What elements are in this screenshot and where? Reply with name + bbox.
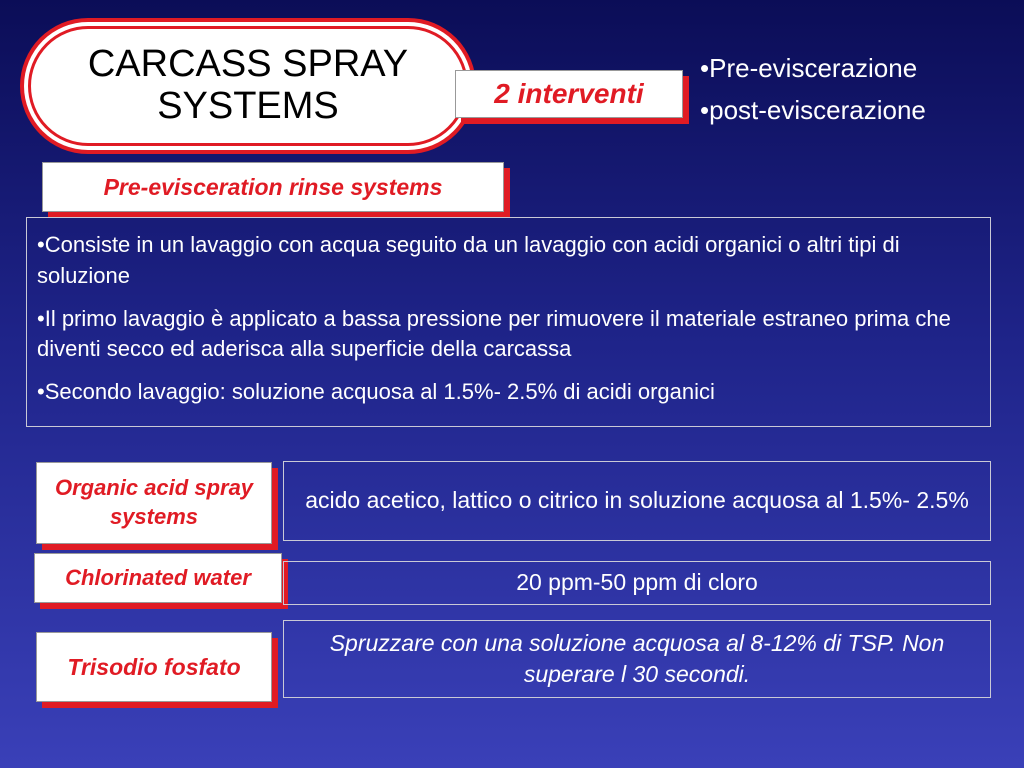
main-point-2: •Il primo lavaggio è applicato a bassa pressione per rimuovere il materiale estraneo prima che diventi secco ed aderisca alla superficie della carcassa — [37, 305, 951, 362]
system-label-text: Trisodio fosfato — [67, 653, 241, 680]
slide-title — [28, 26, 468, 146]
system-label-chlorinated-water — [34, 553, 282, 603]
system-value-organic-acid — [283, 461, 991, 541]
main-point-3: •Secondo lavaggio: soluzione acquosa al 1.5%- 2.5% di acidi organici — [37, 379, 715, 405]
top-bullet-list — [700, 52, 1020, 136]
title-line-2: SYSTEMS — [157, 85, 339, 127]
system-label-text: Chlorinated water — [65, 565, 251, 590]
section-label — [42, 162, 504, 212]
slide-title-text — [88, 44, 408, 128]
bullet-post-eviscerazione: •post-eviscerazione — [700, 94, 926, 125]
system-label-organic-acid — [36, 462, 272, 544]
bullet-pre-eviscerazione: •Pre-eviscerazione — [700, 53, 918, 83]
system-value-trisodio-fosfato — [283, 620, 991, 698]
system-value-chlorinated-water — [283, 561, 991, 605]
system-value-text: acido acetico, lattico o citrico in soluzione acquosa al 1.5%- 2.5% — [305, 487, 969, 514]
section-label-text: Pre-evisceration rinse systems — [103, 173, 443, 200]
system-value-text: 20 ppm-50 ppm di cloro — [516, 569, 758, 596]
interventi-label-text: 2 interventi — [494, 78, 644, 109]
main-points-panel — [26, 217, 991, 427]
main-point-1: •Consiste in un lavaggio con acqua seguito da un lavaggio con acidi organici o altri tipi di soluzione — [37, 232, 900, 288]
title-line-1: CARCASS SPRAY — [87, 43, 409, 86]
system-label-text: Organic acid spray systems — [54, 475, 254, 529]
system-label-trisodio-fosfato — [36, 632, 272, 702]
system-value-text: Spruzzare con una soluzione acquosa al 8-12% di TSP. Non superare l 30 secondi. — [329, 629, 945, 687]
interventi-label — [455, 70, 683, 118]
